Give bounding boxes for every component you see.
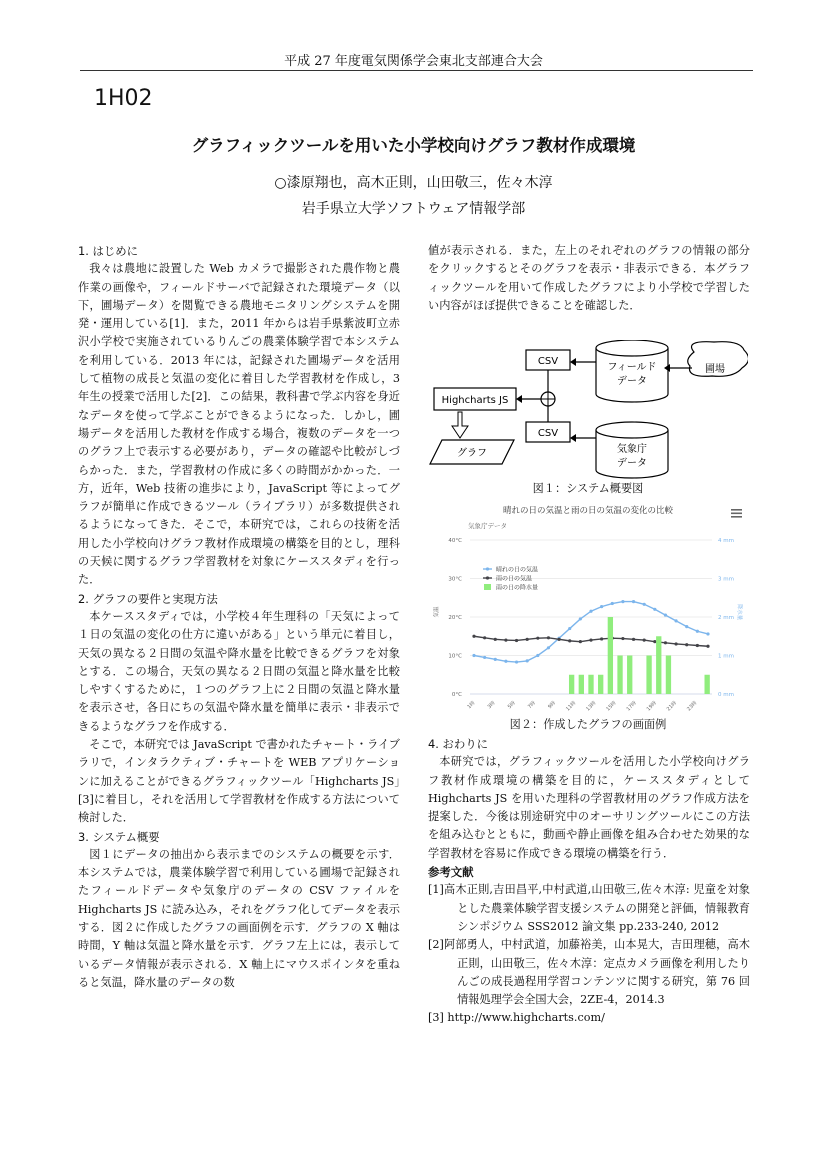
- series-point: [472, 635, 475, 638]
- figure-2-chart: [428, 500, 748, 715]
- legend-swatch: [484, 584, 491, 590]
- series-point: [600, 637, 603, 640]
- system-paragraph-continued: 値が表示される．また，左上のそれぞれのグラフの情報の部分をクリックするとそのグラフを表示・非表示できる．本グラフィックツールを用いて作成したグラフにより小学校で学習したい内容がほぼ提供できることを確認した．: [428, 244, 750, 312]
- requirements-paragraph-2: そこで，本研究では JavaScript で書かれたチャート・ライブラリで，インタラクティブ・チャートを WEB アプリケーションに加えることができるグラフィックツール「Highcharts JS」[3]に着目し，それを活用して学習教材を作成する方法について検討した．: [78, 738, 400, 825]
- figure-2-caption: 図２：作成したグラフの画面例: [509, 718, 667, 731]
- legend-label: 晴れの日の気温: [496, 566, 539, 574]
- series-point: [557, 638, 560, 641]
- jma-label-2: データ: [617, 458, 647, 469]
- series-point: [536, 637, 539, 640]
- series-point: [515, 660, 518, 663]
- system-paragraph: 図１にデータの抽出から表示までのシステムの概要を示す．本システムでは，農業体験学習で利用している圃場で記録されたフィールドデータや気象庁のデータの CSV ファイルを Highcharts JS に読み込み，それをグラフ化してデータを表示する．図２に作成したグラフの画面例を示す．グラフの X 軸は時間，Y 軸は気温と降水量を示す．グラフ左上には，表示しているデータ情報が表示される．X 軸上にマウスポインタを重ねると気温，降水量のデータの数: [78, 847, 400, 989]
- series-point: [653, 640, 656, 643]
- series-point: [504, 639, 507, 642]
- series-point: [643, 603, 646, 606]
- series-point: [494, 658, 497, 661]
- right-column-top: [428, 242, 750, 315]
- affiliation: 岩手県立大学ソフトウェア情報学部: [301, 201, 526, 217]
- legend-swatch: [486, 567, 489, 570]
- series-point: [568, 627, 571, 630]
- y-tick-label-right: 2 mm: [718, 615, 734, 621]
- rain-bar: [704, 675, 709, 694]
- references-list: [428, 881, 750, 1027]
- paper-title: グラフィックツールを用いた小学校向けグラフ教材作成環境: [191, 136, 636, 155]
- y-tick-label-right: 0 mm: [718, 692, 734, 698]
- conclusion-paragraph: 本研究では，グラフィックツールを活用した小学校向けグラフ教材作成環境の構築を目的に，ケーススタディとして Highcharts JS を用いた理科の学習教材用のグラフ作成方法を提案した．今後は別途研究中のオーサリングツールにこの方法を組み込むとともに，動画や静止画像を組み合わせた効果的な学習教材を容易に作成できる環境の構築を行う．: [428, 755, 750, 860]
- series-point: [536, 654, 539, 657]
- chart-subtitle: 気象庁データ: [468, 522, 507, 530]
- x-tick-label: 23時: [686, 700, 699, 713]
- series-point: [515, 639, 518, 642]
- series-point: [579, 617, 582, 620]
- y-tick-label-left: 10°C: [448, 653, 462, 660]
- section-heading-intro: 1. はじめに: [78, 244, 139, 258]
- legend-label: 雨の日の降水量: [496, 584, 539, 592]
- x-tick-label: 11時: [565, 700, 578, 713]
- series-point: [611, 602, 614, 605]
- series-point: [653, 608, 656, 611]
- y-tick-label-left: 20°C: [448, 615, 462, 621]
- rain-bar: [617, 656, 622, 695]
- legend-swatch: [486, 576, 489, 579]
- rain-bar: [569, 675, 574, 694]
- paper-id: 1H02: [94, 86, 153, 111]
- graph-label: グラフ: [457, 448, 487, 459]
- header-rule: [80, 70, 753, 71]
- csv-top-label: CSV: [537, 356, 559, 367]
- rain-bar: [656, 636, 661, 694]
- series-point: [632, 638, 635, 641]
- series-point: [589, 610, 592, 613]
- intro-paragraph: 我々は農地に設置した Web カメラで撮影された農作物と農作業の画像や，フィールドサーバで記録された環境データ（以下，圃場データ）を閲覧できる農地モニタリングシステムを開発・運用している[1]．また，2011 年からは岩手県紫波町立赤沢小学校で実施されているりんごの農業体験学習で本システムを利用している．2013 年には，記録された圃場データを活用して植物の成長と気温の変化に着目した学習教材を作成し，3 年生の授業で活用した[2]．この結果，教科書で学ぶ内容を身近なデータを使って学ぶことができるようになった．しかし，圃場データを活用した教材を作成する場合，複数のデータを一つのグラフ上で表示する必要があり，データの確認や比較がしづらかった．また，学習教材の作成に多くの時間がかかった．一方，近年，Web 技術の進歩により，JavaScript 等によってグラフが簡単に作成できるツール（ライブラリ）が多数提供されるようになってきた．そこで，本研究では，これらの技術を活用した小学校向けグラフ教材作成環境の構築を目的とし，理科の天候に関するグラフ学習教材を対象にケーススタディを行った．: [78, 262, 400, 587]
- field-data-label-2: データ: [617, 376, 647, 387]
- series-point: [706, 632, 709, 635]
- legend-label: 雨の日の気温: [496, 575, 533, 583]
- x-tick-label: 5時: [506, 700, 517, 711]
- series-point: [526, 659, 529, 662]
- rain-bar: [598, 675, 603, 694]
- rain-bar: [579, 675, 584, 694]
- x-tick-label: 9時: [547, 700, 558, 711]
- series-point: [632, 600, 635, 603]
- series-point: [643, 639, 646, 642]
- y-axis-title-right: 降水量: [736, 603, 742, 621]
- y-tick-label-left: 0°C: [451, 692, 462, 698]
- series-point: [504, 660, 507, 663]
- reference-item: [2]阿部勇人，中村武道，加藤裕美，山本晃大，吉田理穂，高木正則，山田敬三，佐々木淳：定点カメラ画像を利用したりんごの成長過程用学習コンテンツに関する研究，第 76 回情報処理学会全国大会，2ZE-4，2014.3: [428, 938, 750, 1007]
- chart-title: 晴れの日の気温と雨の日の気温の変化の比較: [502, 506, 674, 516]
- x-tick-label: 17時: [625, 700, 638, 713]
- rain-bar: [608, 617, 613, 694]
- rain-bar: [627, 656, 632, 695]
- y-tick-label-right: 4 mm: [718, 538, 734, 544]
- section-heading-requirements: 2. グラフの要件と実現方法: [78, 591, 218, 606]
- series-point: [696, 630, 699, 633]
- rain-bar: [666, 656, 671, 695]
- y-axis-title-left: 気温: [434, 606, 440, 618]
- highcharts-label: Highcharts JS: [441, 395, 509, 406]
- series-point: [547, 636, 550, 639]
- left-column: [78, 242, 400, 992]
- conference-header: 平成 27 年度電気関係学会東北支部連合大会: [284, 54, 543, 69]
- series-point: [706, 645, 709, 648]
- y-tick-label-left: 30°C: [448, 576, 462, 583]
- series-point: [621, 637, 624, 640]
- authors: ○漆原翔也，高木正則，山田敬三，佐々木淳: [274, 175, 553, 191]
- series-point: [526, 638, 529, 641]
- csv-bottom-label: CSV: [537, 428, 559, 439]
- y-tick-label-right: 1 mm: [718, 653, 734, 660]
- right-column-bottom: [428, 735, 750, 1028]
- rain-bar: [646, 656, 651, 695]
- series-point: [674, 642, 677, 645]
- series-point: [664, 641, 667, 644]
- series-point: [494, 638, 497, 641]
- references-heading: 参考文献: [428, 865, 474, 880]
- reference-item: [1]高木正則,吉田昌平,中村武道,山田敬三,佐々木淳: 児童を対象とした農業体験学習支援システムの開発と評価，情報教育シンポジウム SSS2012 論文集 pp.233-240, 2012: [428, 883, 750, 933]
- series-point: [589, 639, 592, 642]
- series-point: [483, 656, 486, 659]
- section-heading-system: 3. システム概要: [78, 829, 160, 844]
- x-tick-label: 3時: [486, 700, 497, 711]
- series-point: [674, 619, 677, 622]
- farm-label: 圃場: [705, 364, 725, 375]
- requirements-paragraph-1: 本ケーススタディでは，小学校４年生理科の「天気によって１日の気温の変化の仕方に違いがある」という単元に着目し，天気の異なる２日間の気温や降水量を比較できるグラフを対象とする．この場合，天気の異なる２日間の気温と降水量を比較しやすくするために，１つのグラフ上に２日間の気温と降水量を表示させ，各日にちの気温や降水量を簡単に表示・非表示できるようなグラフを作成する．: [78, 609, 400, 733]
- y-tick-label-right: 3 mm: [718, 576, 734, 583]
- series-point: [621, 600, 624, 603]
- x-tick-label: 15時: [605, 700, 618, 713]
- down-arrow-icon: [452, 412, 468, 438]
- x-tick-label: 13時: [585, 700, 598, 713]
- series-point: [600, 605, 603, 608]
- series-point: [696, 644, 699, 647]
- reference-item: [3] http://www.highcharts.com/: [428, 1011, 605, 1025]
- section-heading-conclusion: 4. おわりに: [428, 737, 489, 751]
- x-tick-label: 7時: [526, 700, 537, 711]
- series-point: [685, 643, 688, 646]
- figure-1-caption: 図１：システム概要図: [532, 482, 644, 495]
- series-point: [483, 636, 486, 639]
- hamburger-menu-icon[interactable]: [731, 509, 742, 518]
- series-point: [568, 639, 571, 642]
- rain-bar: [588, 675, 593, 694]
- jma-label-1: 気象庁: [617, 444, 647, 455]
- field-data-label-1: フィールド: [607, 362, 657, 373]
- x-tick-label: 21時: [665, 700, 679, 713]
- series-point: [472, 654, 475, 657]
- series-point: [685, 625, 688, 628]
- y-tick-label-left: 40°C: [448, 538, 462, 544]
- x-tick-label: 19時: [645, 700, 658, 713]
- figure-1-system-diagram: [428, 340, 748, 480]
- series-point: [664, 613, 667, 616]
- x-tick-label: 1時: [466, 700, 477, 711]
- series-point: [547, 646, 550, 649]
- series-point: [579, 640, 582, 643]
